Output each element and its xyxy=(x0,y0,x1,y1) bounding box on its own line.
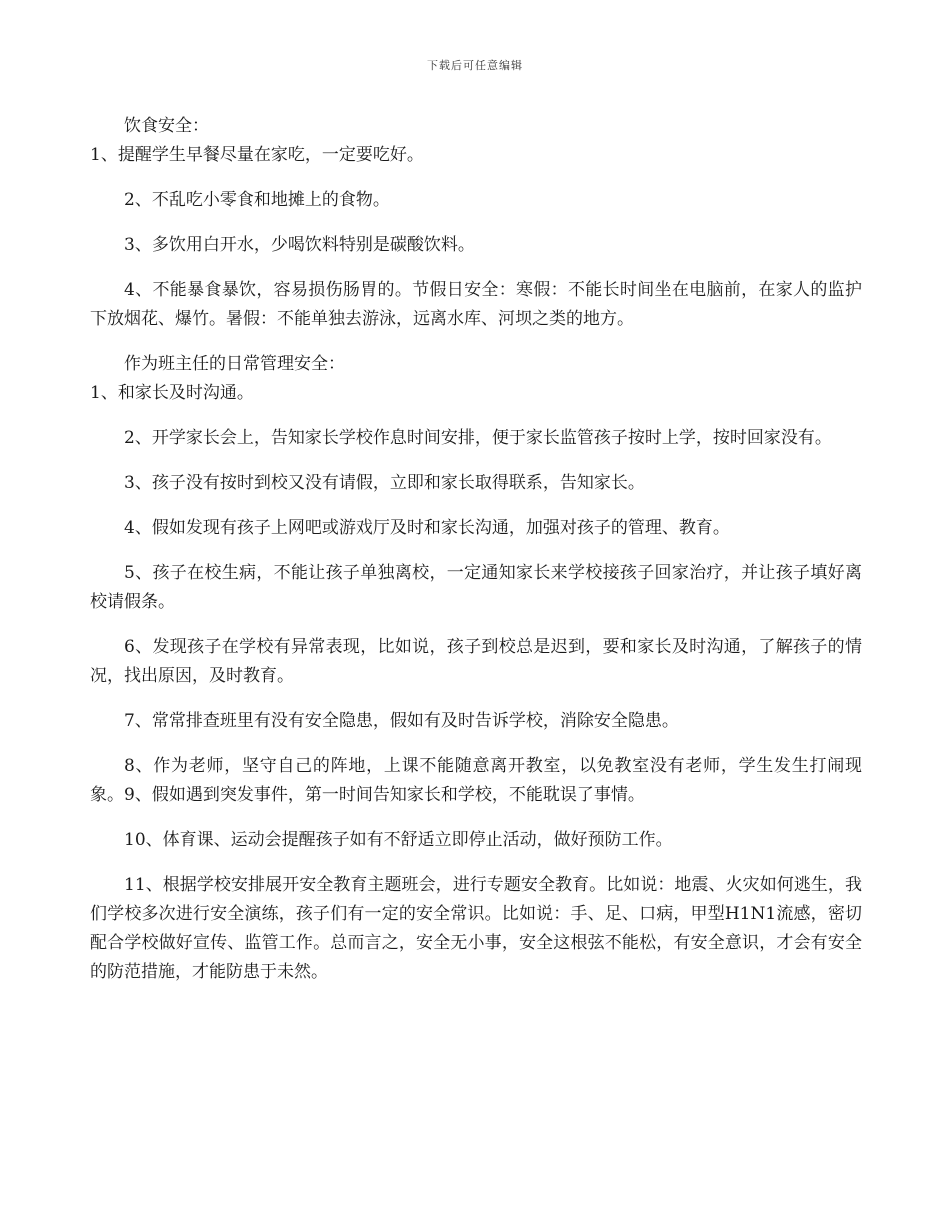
paragraph-item: 1、和家长及时沟通。 xyxy=(90,383,254,403)
paragraph-management-heading: 作为班主任的日常管理安全： xyxy=(124,354,345,374)
paragraph-item: 8、作为老师，坚守自己的阵地，上课不能随意离开教室，以免教室没有老师，学生发生打闹现象。9、假如遇到突发事件，第一时间告知家长和学校，不能耽误了事情。 xyxy=(90,756,862,805)
document-body xyxy=(90,112,862,987)
paragraph-item: 3、多饮用白开水，少喝饮料特别是碳酸饮料。 xyxy=(124,235,475,255)
paragraph-item: 2、开学家长会上，告知家长学校作息时间安排，便于家长监管孩子按时上学，按时回家没有。 xyxy=(124,428,832,448)
page-header: 下载后可任意编辑 xyxy=(427,59,523,72)
paragraph-item: 10、体育课、运动会提醒孩子如有不舒适立即停止活动，做好预防工作。 xyxy=(124,830,673,850)
paragraph-item: 11、根据学校安排展开安全教育主题班会，进行专题安全教育。比如说：地震、火灾如何逃生，我们学校多次进行安全演练，孩子们有一定的安全常识。比如说：手、足、口病，甲型H1N1流感，密切配合学校做好宣传、监管工作。总而言之，安全无小事，安全这根弦不能松，有安全意识，才会有安全的防范措施，才能防患于未然。 xyxy=(90,875,862,982)
paragraph-item: 7、常常排查班里有没有安全隐患，假如有及时告诉学校，消除安全隐患。 xyxy=(124,711,679,731)
paragraph-item: 3、孩子没有按时到校又没有请假，立即和家长取得联系，告知家长。 xyxy=(124,473,645,493)
paragraph-item: 2、不乱吃小零食和地摊上的食物。 xyxy=(124,190,390,210)
paragraph-item: 6、发现孩子在学校有异常表现，比如说，孩子到校总是迟到，要和家长及时沟通，了解孩子的情况，找出原因，及时教育。 xyxy=(90,637,862,686)
paragraph-item: 5、孩子在校生病，不能让孩子单独离校，一定通知家长来学校接孩子回家治疗，并让孩子填好离校请假条。 xyxy=(90,563,862,612)
paragraph-item: 4、假如发现有孩子上网吧或游戏厅及时和家长沟通，加强对孩子的管理、教育。 xyxy=(124,518,730,538)
paragraph-item: 4、不能暴食暴饮，容易损伤肠胃的。节假日安全：寒假：不能长时间坐在电脑前，在家人的监护下放烟花、爆竹。暑假：不能单独去游泳，远离水库、河坝之类的地方。 xyxy=(90,280,862,329)
paragraph-item: 1、提醒学生早餐尽量在家吃，一定要吃好。 xyxy=(90,145,424,165)
paragraph-food-safety-heading: 饮食安全： xyxy=(124,116,209,136)
